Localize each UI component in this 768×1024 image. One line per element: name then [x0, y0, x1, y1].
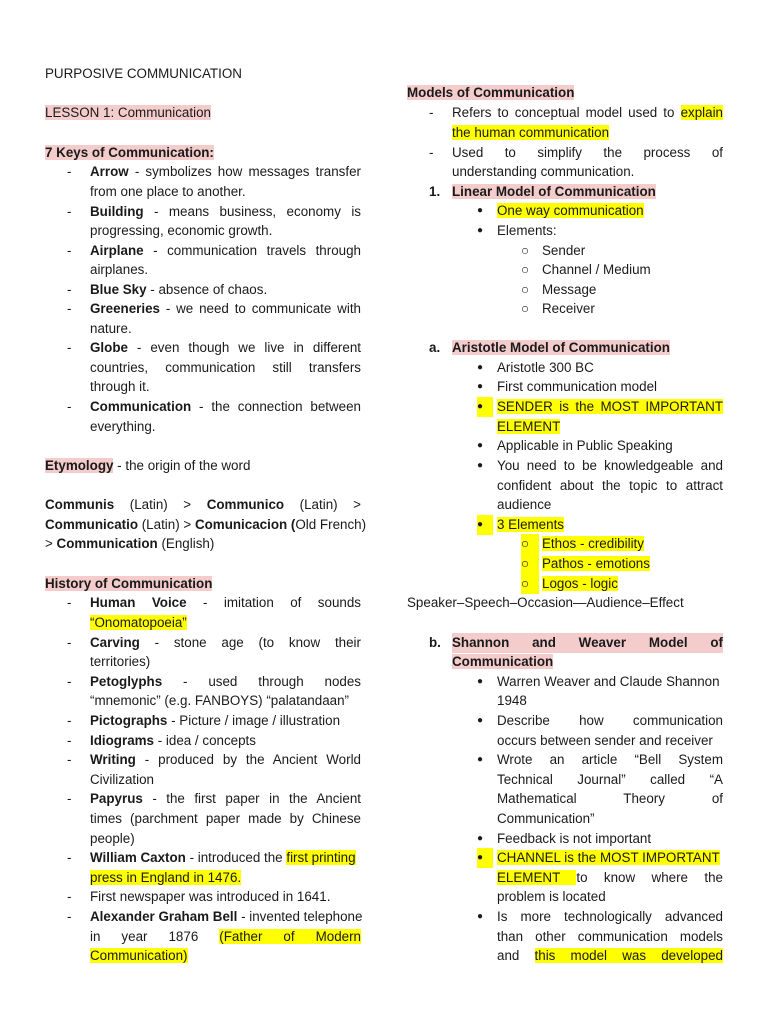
page-title: PURPOSIVE COMMUNICATION: [45, 66, 242, 81]
speaker-sequence: Speaker–Speech–Occasion—Audience–Effect: [407, 595, 684, 610]
keys-heading: 7 Keys of Communication:: [45, 145, 214, 160]
models-heading: Models of Communication: [407, 85, 575, 100]
lesson-title: LESSON 1: Communication: [45, 105, 211, 120]
history-heading: History of Communication: [45, 576, 213, 591]
etymology-line: Etymology - the origin of the word: [45, 458, 251, 473]
